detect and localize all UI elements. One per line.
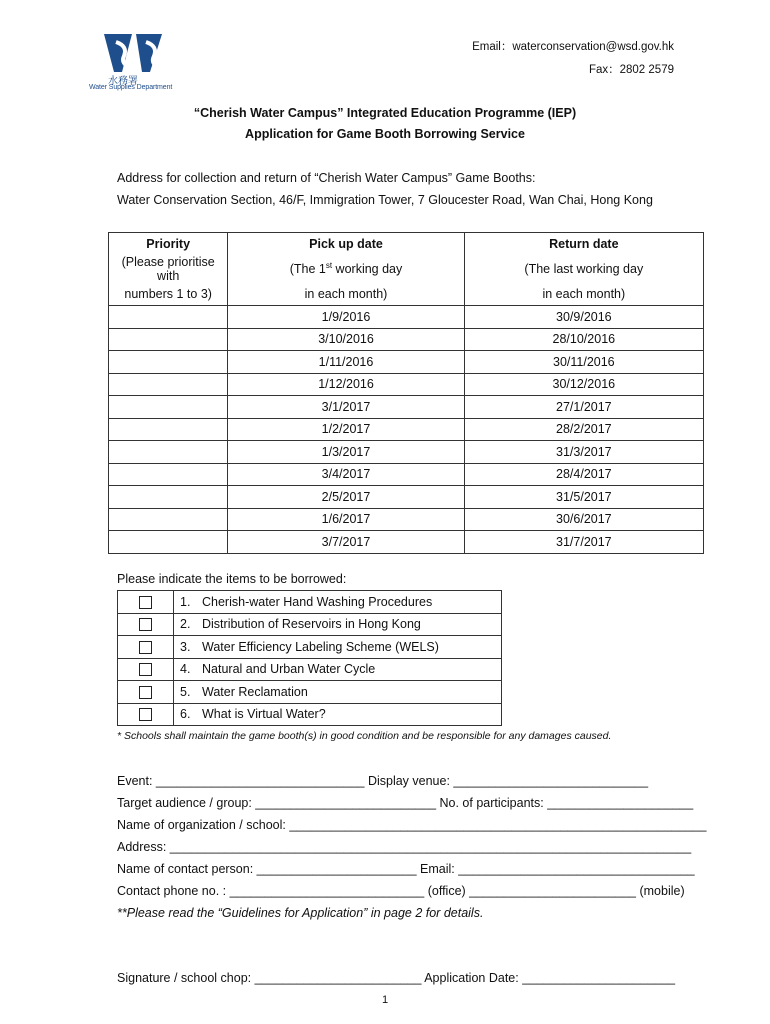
page-title: “Cherish Water Campus” Integrated Education Programme (IEP) bbox=[193, 106, 577, 120]
pickup-header: Pick up date bbox=[228, 233, 464, 256]
pickup-date: 1/2/2017 bbox=[228, 418, 464, 441]
return-date: 30/6/2017 bbox=[464, 508, 703, 531]
priority-input-cell[interactable] bbox=[109, 373, 228, 396]
list-item: 6. What is Virtual Water? bbox=[118, 703, 502, 726]
event-venue-field[interactable]: Event: ______________________________ Display venue: ____________________________ bbox=[117, 774, 649, 788]
pickup-date: 3/10/2016 bbox=[228, 328, 464, 351]
return-date: 31/5/2017 bbox=[464, 486, 703, 509]
priority-input-cell[interactable] bbox=[109, 306, 228, 329]
return-header: Return date bbox=[464, 233, 703, 256]
return-subheader: (The last working day bbox=[464, 255, 703, 283]
table-row bbox=[109, 396, 704, 419]
items-label: Please indicate the items to be borrowed: bbox=[117, 572, 347, 586]
return-date: 28/10/2016 bbox=[464, 328, 703, 351]
table-row bbox=[109, 508, 704, 531]
table-row bbox=[109, 486, 704, 509]
audience-participants-field[interactable]: Target audience / group: __________________________ No. of participants: _____________________ bbox=[117, 796, 694, 810]
contact-email: Email：waterconservation@wsd.gov.hk bbox=[472, 41, 674, 53]
page-number: 1 bbox=[381, 994, 389, 1006]
signature-date-field[interactable]: Signature / school chop: ________________________ Application Date: ______________________ bbox=[117, 971, 676, 985]
item-label: Cherish-water Hand Washing Procedures bbox=[202, 594, 433, 609]
list-item: 5. Water Reclamation bbox=[118, 681, 502, 704]
dates-table bbox=[108, 232, 704, 554]
return-date: 28/2/2017 bbox=[464, 418, 703, 441]
priority-input-cell[interactable] bbox=[109, 351, 228, 374]
priority-input-cell[interactable] bbox=[109, 328, 228, 351]
priority-header: Priority bbox=[109, 233, 228, 256]
item-label: Distribution of Reservoirs in Hong Kong bbox=[202, 617, 421, 632]
pickup-subheader: (The 1st working day bbox=[228, 255, 464, 283]
contact-phone-field[interactable]: Contact phone no. : ____________________________ (office) ________________________ (mobile) bbox=[117, 884, 685, 898]
table-row bbox=[109, 306, 704, 329]
list-item: 4. Natural and Urban Water Cycle bbox=[118, 658, 502, 681]
contact-fax: Fax：2802 2579 bbox=[588, 64, 674, 76]
return-subheader: in each month) bbox=[464, 283, 703, 306]
organization-field[interactable]: Name of organization / school: ____________________________________________________________ bbox=[117, 818, 707, 832]
table-header-row bbox=[109, 255, 704, 283]
pickup-date: 2/5/2017 bbox=[228, 486, 464, 509]
item-checkbox[interactable] bbox=[139, 686, 152, 699]
pickup-subheader: in each month) bbox=[228, 283, 464, 306]
table-header-row bbox=[109, 283, 704, 306]
priority-input-cell[interactable] bbox=[109, 531, 228, 554]
table-row bbox=[109, 531, 704, 554]
priority-input-cell[interactable] bbox=[109, 508, 228, 531]
return-date: 31/7/2017 bbox=[464, 531, 703, 554]
pickup-date: 1/9/2016 bbox=[228, 306, 464, 329]
item-label: Natural and Urban Water Cycle bbox=[202, 662, 376, 677]
item-label: Water Reclamation bbox=[202, 684, 308, 699]
return-date: 27/1/2017 bbox=[464, 396, 703, 419]
pickup-date: 3/7/2017 bbox=[228, 531, 464, 554]
priority-input-cell[interactable] bbox=[109, 486, 228, 509]
table-header-row bbox=[109, 233, 704, 256]
pickup-date: 1/3/2017 bbox=[228, 441, 464, 464]
table-row bbox=[109, 351, 704, 374]
logo-chinese-text: 水務署 bbox=[108, 76, 138, 87]
address-detail: Water Conservation Section, 46/F, Immigration Tower, 7 Gloucester Road, Wan Chai, Hong Kong bbox=[117, 193, 653, 207]
list-item: 2. Distribution of Reservoirs in Hong Kong bbox=[118, 613, 502, 636]
return-date: 30/11/2016 bbox=[464, 351, 703, 374]
pickup-date: 1/12/2016 bbox=[228, 373, 464, 396]
guidelines-note: **Please read the “Guidelines for Application” in page 2 for details. bbox=[117, 906, 484, 920]
item-label: Water Efficiency Labeling Scheme (WELS) bbox=[202, 639, 439, 654]
pickup-date: 3/1/2017 bbox=[228, 396, 464, 419]
pickup-date: 1/11/2016 bbox=[228, 351, 464, 374]
table-row bbox=[109, 328, 704, 351]
return-date: 28/4/2017 bbox=[464, 463, 703, 486]
priority-input-cell[interactable] bbox=[109, 441, 228, 464]
priority-input-cell[interactable] bbox=[109, 463, 228, 486]
pickup-date: 3/4/2017 bbox=[228, 463, 464, 486]
table-row bbox=[109, 373, 704, 396]
list-item: 3. Water Efficiency Labeling Scheme (WELS) bbox=[118, 636, 502, 659]
items-note: * Schools shall maintain the game booth(s) in good condition and be responsible for any damages caused. bbox=[117, 730, 612, 742]
item-checkbox[interactable] bbox=[139, 641, 152, 654]
address-intro: Address for collection and return of “Cherish Water Campus” Game Booths: bbox=[117, 171, 536, 185]
table-row bbox=[109, 463, 704, 486]
items-table bbox=[117, 590, 502, 726]
contact-person-email-field[interactable]: Name of contact person: _______________________ Email: __________________________________ bbox=[117, 862, 695, 876]
table-row bbox=[109, 418, 704, 441]
priority-input-cell[interactable] bbox=[109, 418, 228, 441]
logo-english-text: Water Supplies Department bbox=[89, 84, 173, 91]
item-checkbox[interactable] bbox=[139, 618, 152, 631]
return-date: 30/9/2016 bbox=[464, 306, 703, 329]
priority-subheader: numbers 1 to 3) bbox=[109, 283, 228, 306]
page-subtitle: Application for Game Booth Borrowing Service bbox=[245, 127, 525, 141]
return-date: 31/3/2017 bbox=[464, 441, 703, 464]
item-checkbox[interactable] bbox=[139, 596, 152, 609]
pickup-date: 1/6/2017 bbox=[228, 508, 464, 531]
list-item: 1. Cherish-water Hand Washing Procedures bbox=[118, 591, 502, 614]
return-date: 30/12/2016 bbox=[464, 373, 703, 396]
item-checkbox[interactable] bbox=[139, 708, 152, 721]
priority-input-cell[interactable] bbox=[109, 396, 228, 419]
item-checkbox[interactable] bbox=[139, 663, 152, 676]
item-label: What is Virtual Water? bbox=[202, 707, 326, 722]
table-row bbox=[109, 441, 704, 464]
priority-subheader: (Please prioritise with bbox=[109, 255, 228, 283]
address-field[interactable]: Address: ___________________________________________________________________________ bbox=[117, 840, 692, 854]
